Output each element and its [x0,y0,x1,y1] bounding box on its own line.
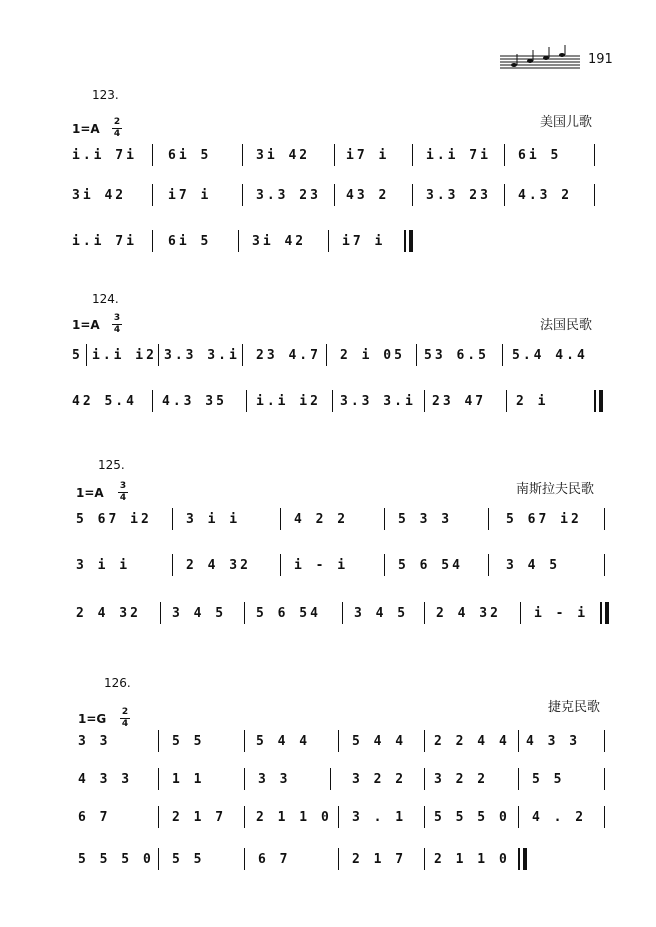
barline [244,768,245,790]
final-barline [600,602,602,624]
final-barline [523,848,527,870]
measure: 6i 5 [168,234,212,249]
measure: 3 4 5 [506,558,561,573]
barline [384,508,385,530]
score-line [76,510,616,534]
barline [158,768,159,790]
barline [326,344,327,366]
measure: i.i 7i [72,234,137,249]
barline [518,730,519,752]
barline [424,602,425,624]
barline [330,768,331,790]
barline [334,184,335,206]
measure: 5 4 4 [256,734,311,749]
measure: 5 67 i2 [76,512,152,527]
barline [604,554,605,576]
barline [242,144,243,166]
measure: 3 4 5 [172,606,227,621]
barline [152,230,153,252]
barline [488,554,489,576]
score-line [78,770,618,794]
measure: 3 i i [76,558,131,573]
barline [518,806,519,828]
measure: 23 4.7 [256,348,321,363]
measure: 6i 5 [168,148,212,163]
measure: 3.3 3.i [164,348,240,363]
barline [604,508,605,530]
final-barline [518,848,520,870]
score-line [76,604,616,628]
measure: 53 6.5 [424,348,489,363]
measure: i.i i2 [256,394,321,409]
measure: 3i 42 [256,148,311,163]
barline [424,390,425,412]
measure: 2 i [516,394,549,409]
barline [160,602,161,624]
measure: 2 i 05 [340,348,405,363]
measure: 2 1 1 0 [434,852,510,867]
barline [280,554,281,576]
barline [158,344,159,366]
score-line [76,556,616,580]
barline [488,508,489,530]
measure: 4.3 2 [518,188,573,203]
measure: 2 1 7 [352,852,407,867]
measure: i - i [294,558,349,573]
measure: 4 3 3 [78,772,133,787]
score-line [78,808,618,832]
score-line [72,232,432,256]
time-signature: 3 4 [119,481,127,503]
music-staff-icon [500,44,582,74]
song-title: 南斯拉夫民歌 [516,482,595,497]
barline [604,806,605,828]
measure: 5 5 5 0 [434,810,510,825]
barline [338,806,339,828]
measure: 4 . 2 [532,810,587,825]
measure: i - i [534,606,589,621]
score-line [72,146,612,170]
measure: 6 7 [258,852,291,867]
barline [504,184,505,206]
barline [384,554,385,576]
measure: i7 i [342,234,386,249]
measure: 4.3 35 [162,394,227,409]
measure: 5 4 4 [352,734,407,749]
measure: 1 1 [172,772,205,787]
time-signature: 2 4 [113,117,121,139]
barline [158,848,159,870]
measure: 5 6 54 [256,606,321,621]
measure: 3 3 [258,772,291,787]
measure: 5 5 [532,772,565,787]
measure: 5 6 54 [398,558,463,573]
measure: 3 3 [78,734,111,749]
measure: 4 3 3 [526,734,581,749]
final-barline [594,390,596,412]
key-signature: 1=A [72,122,100,136]
measure: i.i 7i [72,148,137,163]
final-barline [605,602,609,624]
measure: 23 47 [432,394,487,409]
score-line [72,346,612,370]
barline [412,144,413,166]
score-line [78,732,618,756]
barline [158,730,159,752]
final-barline [404,230,406,252]
measure: i.i 7i [426,148,491,163]
barline [332,390,333,412]
measure: 3i 42 [72,188,127,203]
barline [594,144,595,166]
key-signature: 1=G [78,712,107,726]
barline [244,602,245,624]
measure: 5 3 3 [398,512,453,527]
song-title: 捷克民歌 [548,700,601,715]
barline [338,848,339,870]
barline [506,390,507,412]
measure: 6i 5 [518,148,562,163]
barline [424,848,425,870]
barline [152,184,153,206]
song-title: 美国儿歌 [540,115,593,130]
barline [594,184,595,206]
measure: 3 4 5 [354,606,409,621]
measure: 3.3 23 [426,188,491,203]
barline [152,144,153,166]
barline [338,730,339,752]
barline [152,390,153,412]
measure: 5.4 4.4 [512,348,588,363]
barline [604,730,605,752]
measure: i7 i [168,188,212,203]
barline [328,230,329,252]
measure: 3 2 2 [434,772,489,787]
barline [242,184,243,206]
barline [86,344,87,366]
barline [424,806,425,828]
barline [520,602,521,624]
barline [416,344,417,366]
measure: 2 4 32 [436,606,501,621]
barline [424,730,425,752]
barline [172,554,173,576]
measure: 3i 42 [252,234,307,249]
measure: 2 4 32 [186,558,251,573]
barline [604,768,605,790]
barline [342,602,343,624]
measure: 3.3 3.i [340,394,416,409]
barline [502,344,503,366]
measure: 3 2 2 [352,772,407,787]
page-number: 191 [588,52,613,67]
measure: 5 5 5 0 [78,852,154,867]
time-signature: 2 4 [121,707,129,729]
barline [238,230,239,252]
measure: 3 . 1 [352,810,407,825]
score-line [72,392,612,416]
measure: 6 7 [78,810,111,825]
barline [504,144,505,166]
song-number: 126. [104,676,131,690]
measure: i7 i [346,148,390,163]
measure: 5 5 [172,734,205,749]
measure: 2 4 32 [76,606,141,621]
barline [518,768,519,790]
time-signature: 3 4 [113,313,121,335]
measure: 43 2 [346,188,390,203]
measure: 3 i i [186,512,241,527]
barline [172,508,173,530]
measure: 2 2 4 4 [434,734,510,749]
measure: 2 1 1 0 [256,810,332,825]
key-signature: 1=A [76,486,104,500]
measure: i.i i2 [92,348,157,363]
song-number: 123. [92,88,119,102]
measure: 4 2 2 [294,512,349,527]
key-signature: 1=A [72,318,100,332]
measure: 2 1 7 [172,810,227,825]
final-barline [409,230,413,252]
song-number: 125. [98,458,125,472]
song-number: 124. [92,292,119,306]
barline [246,390,247,412]
barline [242,344,243,366]
measure: 5 [72,348,83,363]
barline [334,144,335,166]
measure: 3.3 23 [256,188,321,203]
barline [244,806,245,828]
barline [244,848,245,870]
measure: 42 5.4 [72,394,137,409]
barline [412,184,413,206]
measure: 5 67 i2 [506,512,582,527]
barline [280,508,281,530]
barline [244,730,245,752]
measure: 5 5 [172,852,205,867]
score-line [72,186,612,210]
score-line [78,850,618,874]
song-title: 法国民歌 [540,318,593,333]
final-barline [599,390,603,412]
barline [424,768,425,790]
barline [158,806,159,828]
